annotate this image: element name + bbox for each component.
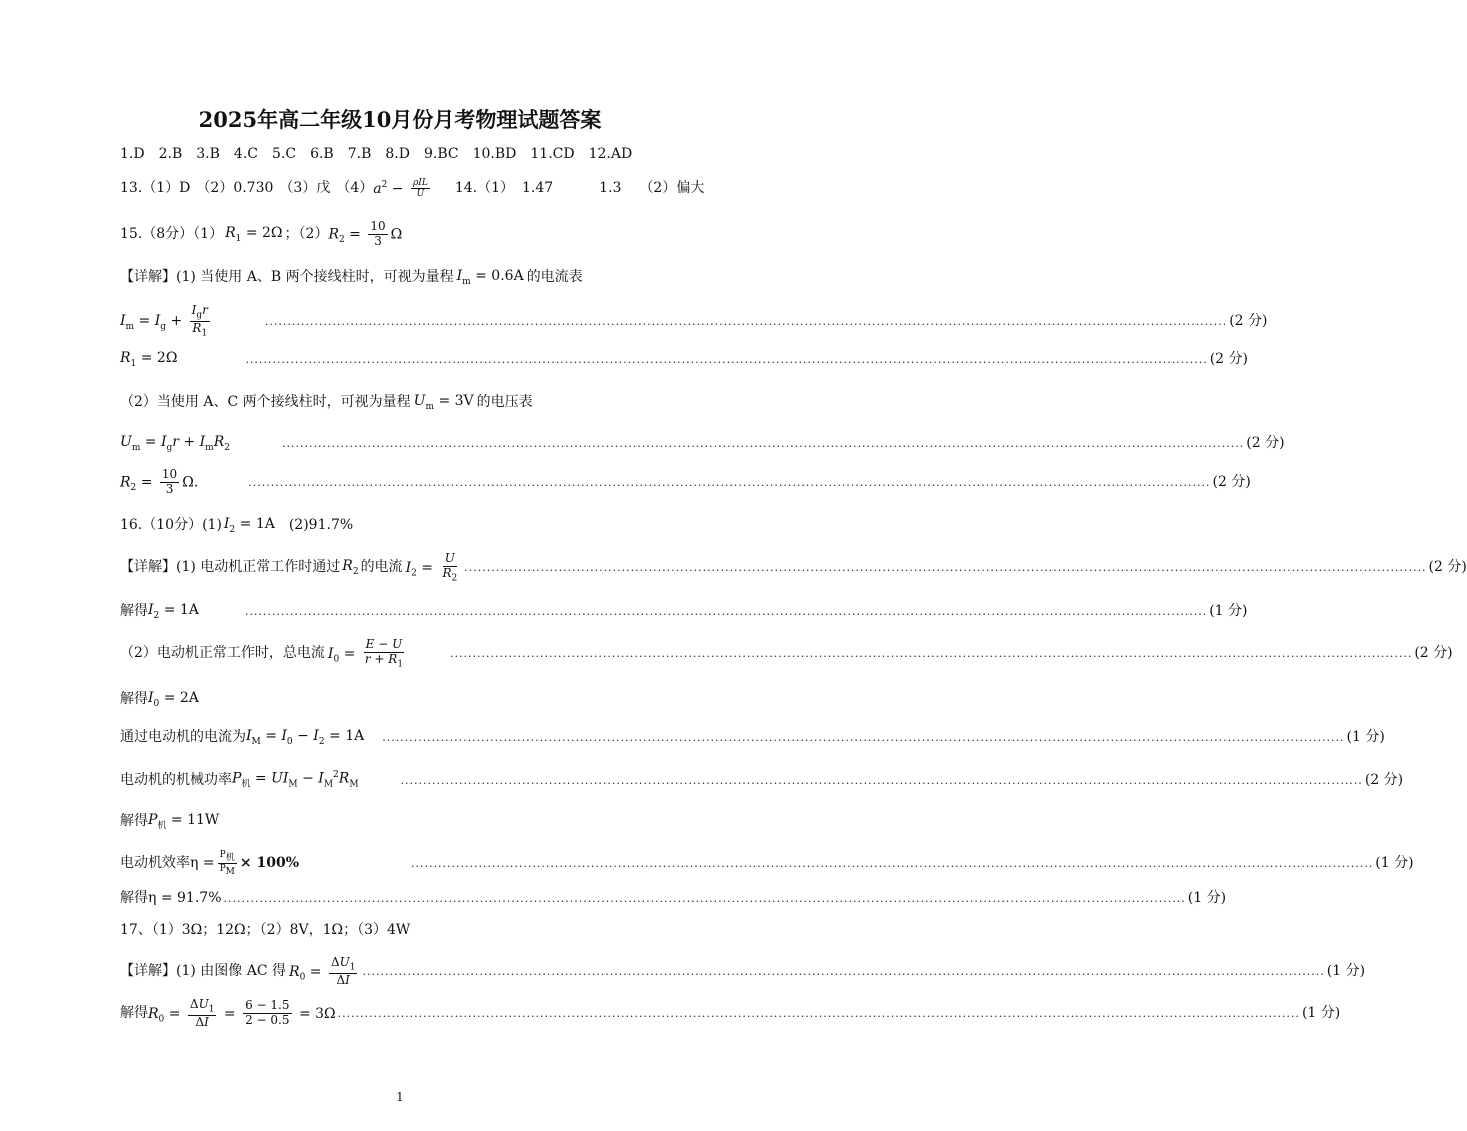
q17-d1-formula: $R_0$ = $\frac{\Delta U_1}{\Delta I}$ xyxy=(289,955,356,987)
q16-d2-formula: $I_0$ = $\frac{E - U}{r + R_1}$ xyxy=(327,637,404,670)
q17-solve-1 xyxy=(120,997,1341,1030)
q16-header xyxy=(120,516,672,536)
mc-answer: 8.D xyxy=(385,146,410,162)
q15-range-current: $I_m = 0.6A$ xyxy=(456,268,524,287)
q15-r1-answer: $R_1 = 2\Omega$ xyxy=(225,224,283,244)
dot-leader: ...................................................................................................................................................................................................................... xyxy=(245,353,1208,367)
mc-answer: 6.B xyxy=(310,146,334,162)
q15-r2-answer: $R_2$ = $\frac{10}{3}$ Ω xyxy=(328,219,403,248)
score: (1 分) xyxy=(1301,1005,1341,1022)
mc-answer: 5.C xyxy=(271,146,297,162)
q13-label: 13. xyxy=(120,180,143,197)
q16-d1-formula: $I_2$ = $\frac{U}{R_2}$ xyxy=(405,551,458,584)
score: (1 分) xyxy=(1375,855,1414,872)
q15-eq1-formula: $I_m = I_g$ + $\frac{I_gr}{R_1}$ xyxy=(120,303,208,339)
q14-part1: （1） xyxy=(477,180,514,197)
q16-solve-4 xyxy=(120,890,1227,907)
q17-solve1-formula: $R_0$ = $\frac{\Delta U_1}{\Delta I}$ = $\frac{6 - 1.5}{2 - 0.5}$ = 3Ω xyxy=(148,997,336,1029)
q16-d2-text: （2）电动机正常工作时，总电流 xyxy=(120,645,325,662)
q16-detail-4 xyxy=(120,770,1404,790)
q16-i2-answer: $I_2 = 1A$ xyxy=(223,516,275,535)
q14-part2: （2）偏大 xyxy=(639,180,705,197)
q16-efficiency-fraction: $\frac{P_机}{P_M}$ xyxy=(219,850,235,877)
mc-answer: 9.BC xyxy=(423,146,459,162)
q13-part2: （2）0.730 xyxy=(196,180,274,197)
q15-detail2-tail: 的电压表 xyxy=(476,394,533,411)
q15-detail-1 xyxy=(120,268,672,288)
q13-part4: （4） xyxy=(336,180,374,197)
q16-solve-3 xyxy=(120,812,672,832)
q15-eq4-formula: $R_2$ = $\frac{10}{3}$ Ω. xyxy=(120,467,199,496)
q16-d3-text: 通过电动机的电流为 xyxy=(120,729,246,746)
mc-answers xyxy=(120,146,672,163)
q17-header xyxy=(120,922,672,939)
score: (1 分) xyxy=(1187,890,1227,906)
score: (2 分) xyxy=(1364,771,1404,788)
q15-detail-2 xyxy=(120,393,672,413)
mc-answer: 10.BD xyxy=(472,146,517,162)
q17-detail-1 xyxy=(120,955,1366,988)
dot-leader: ...................................................................................................................................................................................................................... xyxy=(411,857,1374,871)
q16-d3-formula: $I_M = I_0 - I_2 = 1A$ xyxy=(246,728,365,747)
q14-value1: 1.47 xyxy=(522,180,554,197)
score: (2 分) xyxy=(1229,312,1268,329)
dot-leader: ...................................................................................................................................................................................................................... xyxy=(244,605,1208,619)
score: (2 分) xyxy=(1414,645,1453,662)
q15-range-voltage: $U_m = 3V$ xyxy=(413,393,474,412)
q15-detail1-text: 【详解】(1) 当使用 A、B 两个接线柱时，可视为量程 xyxy=(120,269,454,286)
q16-d4-formula: $P_机 = UI_M - I_M^2R_M$ xyxy=(232,770,359,790)
q16-solve2-formula: $I_0 = 2A$ xyxy=(148,690,199,709)
q16-d4-text: 电动机的机械功率 xyxy=(120,771,232,788)
q15-eq3-formula: $U_m = I_gr + I_mR_2$ xyxy=(120,434,230,453)
q16-head: 16.（10分）(1) xyxy=(120,517,222,534)
mc-answer: 12.AD xyxy=(588,146,633,162)
q16-solve-2 xyxy=(120,690,672,710)
q16-solve-1 xyxy=(120,602,1248,622)
q15-eq-4 xyxy=(120,467,1251,497)
q16-detail-5 xyxy=(120,850,1414,877)
q16-solve-label: 解得 xyxy=(120,813,148,830)
q16-detail-2 xyxy=(120,637,1453,670)
score: (1 分) xyxy=(1209,603,1248,620)
dot-leader: ...................................................................................................................................................................................................................... xyxy=(450,647,1413,661)
dot-leader: ...................................................................................................................................................................................................................... xyxy=(264,314,1228,328)
page-number: 1 xyxy=(396,1090,404,1104)
page-title: 2025年高二年级10月份月考物理试题答案 xyxy=(198,107,602,132)
q15-detail1-tail: 的电流表 xyxy=(526,269,583,286)
score: (1 分) xyxy=(1326,963,1366,980)
q14-value2: 1.3 xyxy=(599,180,622,197)
q13-part1: （1）D xyxy=(142,180,191,197)
mc-answer: 2.B xyxy=(158,146,183,162)
q15-eq-2 xyxy=(120,350,1248,370)
q15-eq2-formula: $R_1 = 2\Omega$ xyxy=(120,350,178,369)
dot-leader: ...................................................................................................................................................................................................................... xyxy=(223,891,1186,905)
q16-d5-text: 电动机效率η = xyxy=(120,855,215,872)
dot-leader: ...................................................................................................................................................................................................................... xyxy=(282,437,1245,451)
q15-eq-1 xyxy=(120,303,1268,339)
score: (1 分) xyxy=(1346,729,1385,746)
dot-leader: ...................................................................................................................................................................................................................... xyxy=(400,773,1363,787)
q17-solve-label: 解得 xyxy=(120,1005,148,1022)
q14-label: 14. xyxy=(454,180,478,197)
q17-d1-text: 【详解】(1) 由图像 AC 得 xyxy=(120,963,287,980)
mc-answer: 11.CD xyxy=(530,146,575,162)
q16-d1-mid: 的电流 xyxy=(360,559,403,576)
q16-head-tail: (2)91.7% xyxy=(288,517,354,534)
q15-detail2-text: （2）当使用 A、C 两个接线柱时，可视为量程 xyxy=(120,394,411,411)
mc-answer: 3.B xyxy=(196,146,220,162)
q15-header xyxy=(120,220,672,249)
q15-head-mid: ；（2） xyxy=(284,225,329,242)
q15-eq-3 xyxy=(120,434,1285,454)
dot-leader: ...................................................................................................................................................................................................................... xyxy=(337,1007,1300,1021)
q16-r2-symbol: $R_2$ xyxy=(342,557,359,577)
q13-part3: （3）戊 xyxy=(279,180,331,197)
q16-d1-text: 【详解】(1) 电动机正常工作时通过 xyxy=(120,559,341,576)
score: (2 分) xyxy=(1428,559,1467,576)
q16-solve1-formula: $I_2 = 1A$ xyxy=(148,602,199,621)
q16-detail-1 xyxy=(120,551,1467,584)
mc-answer: 4.C xyxy=(233,146,258,162)
score: (2 分) xyxy=(1209,351,1248,368)
dot-leader: ...................................................................................................................................................................................................................... xyxy=(248,475,1211,489)
q15-head: 15.（8分）（1） xyxy=(120,225,224,242)
q16-d6-text: 解得η = 91.7% xyxy=(120,890,222,906)
q16-solve-label: 解得 xyxy=(120,603,148,620)
q16-d5-tail: × 100% xyxy=(239,855,299,872)
q16-solve3-formula: $P_机 = 11W$ xyxy=(148,812,220,831)
dot-leader: ...................................................................................................................................................................................................................... xyxy=(362,965,1325,979)
dot-leader: ...................................................................................................................................................................................................................... xyxy=(464,561,1427,575)
q16-detail-3 xyxy=(120,728,1385,748)
dot-leader: ...................................................................................................................................................................................................................... xyxy=(382,731,1345,745)
q13-formula: $a^2$ − $\frac{\text{ρIL}}{U}$ xyxy=(373,178,428,200)
mc-answer: 7.B xyxy=(347,146,372,162)
q17-head: 17、（1）3Ω；12Ω；（2）8V，1Ω；（3）4W xyxy=(120,922,411,938)
q16-solve-label: 解得 xyxy=(120,691,148,708)
mc-answer: 1.D xyxy=(120,146,145,162)
q13-q14-answers xyxy=(120,178,705,200)
score: (2 分) xyxy=(1212,473,1251,490)
score: (2 分) xyxy=(1246,435,1285,452)
